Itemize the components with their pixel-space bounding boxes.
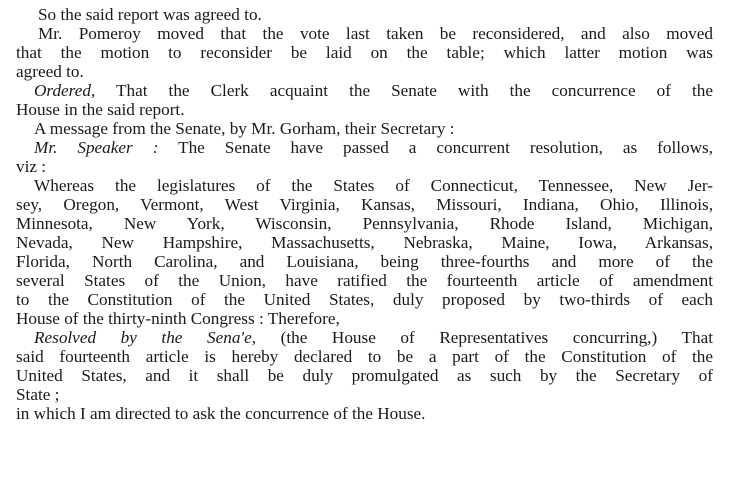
- speaker-lead: Mr. Speaker :: [34, 138, 159, 157]
- line-rest: The Senate have passed a concurrent resolution, as follows,: [158, 138, 713, 157]
- text-line: [34, 138, 713, 157]
- resolved-lead: Resolved by the Sena'e,: [34, 328, 257, 347]
- text-line: [34, 328, 713, 347]
- text-line: Whereas the legislatures of the States of Connecticut, Tennessee, New Jer-: [34, 176, 713, 195]
- text-line: Mr. Pomeroy moved that the vote last taken be reconsidered, and also moved: [38, 24, 713, 43]
- text-line: House in the said report.: [16, 100, 185, 119]
- text-line: State ;: [16, 385, 60, 404]
- text-line: A message from the Senate, by Mr. Gorham, their Secretary :: [34, 119, 455, 138]
- text-line: Minnesota, New York, Wisconsin, Pennsylvania, Rhode Island, Michigan,: [16, 214, 713, 233]
- text-line: viz :: [16, 157, 47, 176]
- text-line: in which I am directed to ask the concurrence of the House.: [16, 404, 426, 423]
- text-line: to the Constitution of the United States, duly proposed by two-thirds of each: [16, 290, 713, 309]
- text-line: [34, 81, 713, 100]
- text-line: House of the thirty-ninth Congress : Therefore,: [16, 309, 340, 328]
- ordered-lead: Ordered,: [34, 81, 96, 100]
- text-line: sey, Oregon, Vermont, West Virginia, Kansas, Missouri, Indiana, Ohio, Illinois,: [16, 195, 713, 214]
- text-line: United States, and it shall be duly promulgated as such by the Secretary of: [16, 366, 713, 385]
- text-line: Florida, North Carolina, and Louisiana, being three-fourths and more of the: [16, 252, 713, 271]
- line-rest: (the House of Representatives concurring,) That: [256, 328, 713, 347]
- text-line: several States of the Union, have ratified the fourteenth article of amendment: [16, 271, 713, 290]
- text-line: Nevada, New Hampshire, Massachusetts, Nebraska, Maine, Iowa, Arkansas,: [16, 233, 713, 252]
- text-line: agreed to.: [16, 62, 84, 81]
- text-line: said fourteenth article is hereby declared to be a part of the Constitution of the: [16, 347, 713, 366]
- text-line: So the said report was agreed to.: [38, 5, 262, 24]
- text-line: that the motion to reconsider be laid on the table; which latter motion was: [16, 43, 713, 62]
- line-rest: That the Clerk acquaint the Senate with the concurrence of the: [95, 81, 713, 100]
